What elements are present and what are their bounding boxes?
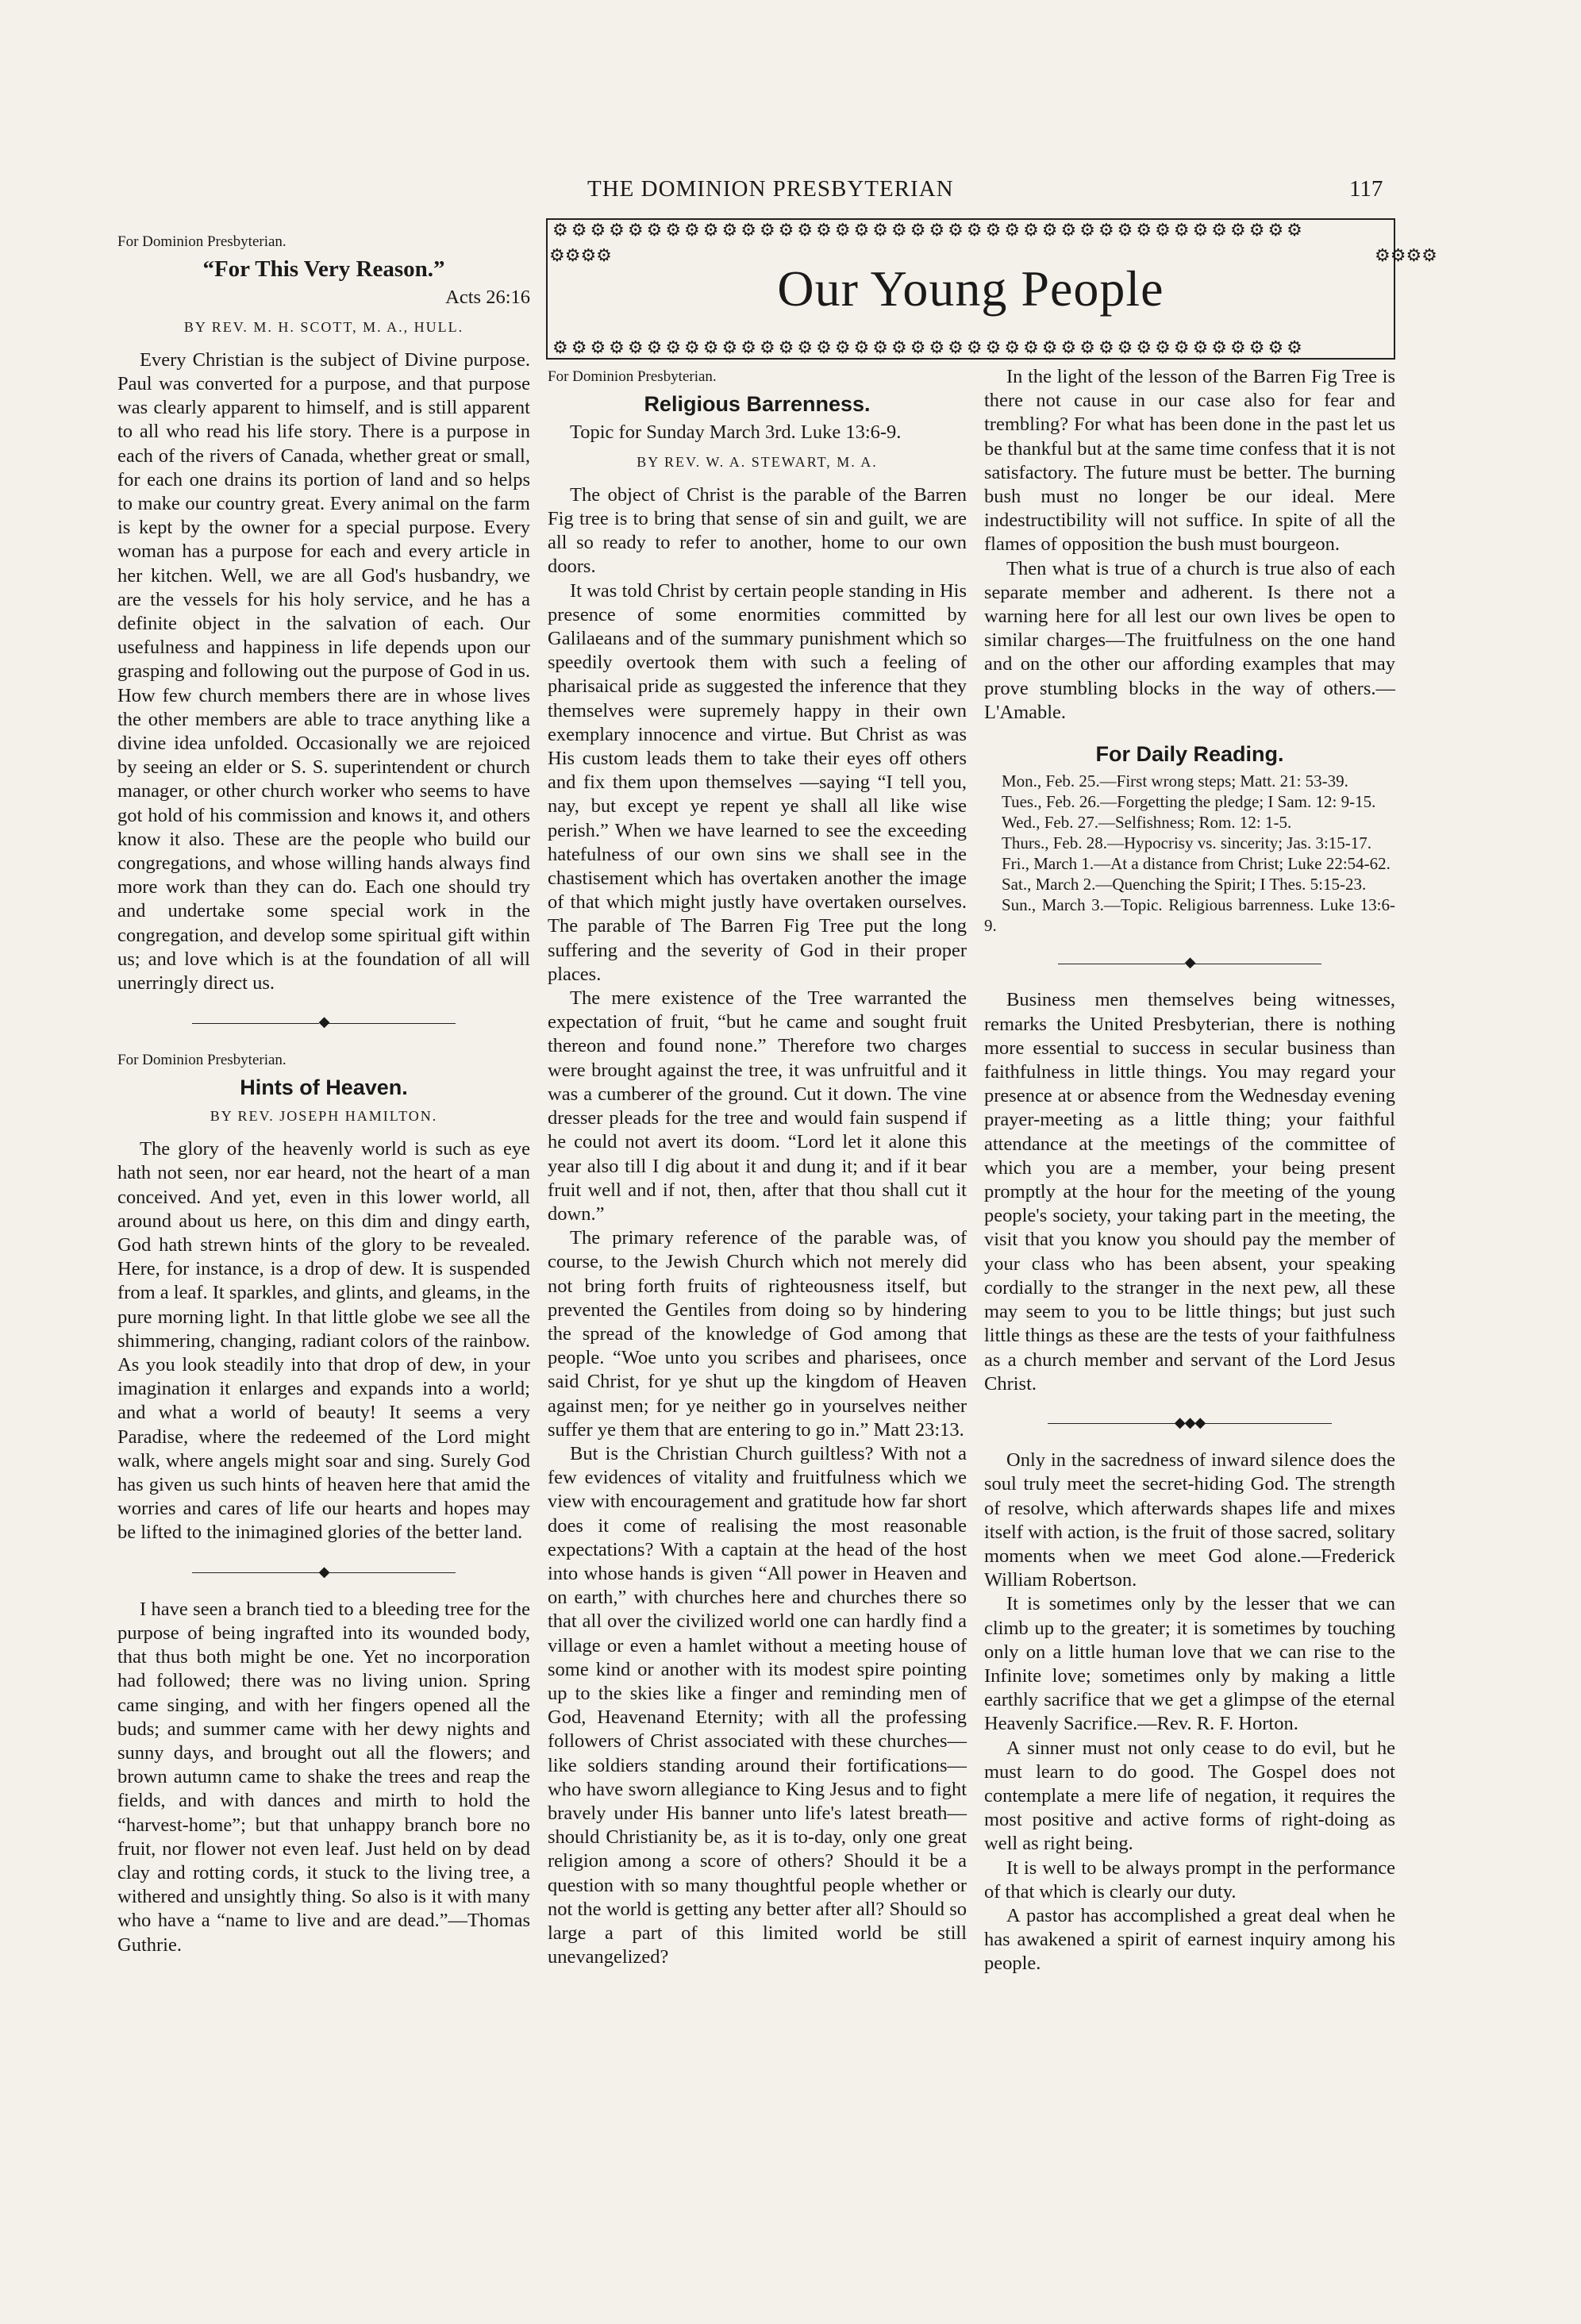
article-byline: BY REV. JOSEPH HAMILTON. [210,1107,438,1124]
section-divider: ◆ [984,950,1395,974]
article-body: Every Christian is the subject of Divine purpose. Paul was converted for a purpose, and that purpose was clearly apparent to himself, and is still apparent to all who read his life story. There is a purpose in each of the rivers of Canada, whether great or small, for each one drains its portion of land and so helps to make our country great. Every animal on the farm is kept by the owner for a special purpose. Every woman has a purpose for each and every article in her kitchen. Well, we are all God's husbandry, we are the vessels for his holy service, and he has a definite object in the salvation of each. Our usefulness and happiness in life depends upon our grasping and following out the purpose of God in us. How few church members there are in whose lives the other members are able to trace anything like a divine idea unfolded. Occasionally we are rejoiced by seeing an elder or S. S. superintendent or church manager, or other church worker who seems to have got hold of his commission and knows it, and others know it also. These are the people who build our congregations, and whose willing hands always find more work than they can do. Each one should try and undertake some special work in the congregation, and develop some spiritual gift within us; and love which is at the foundation of all will unerringly direct us. [117,348,530,995]
article-byline: BY REV. M. H. SCOTT, M. A., HULL. [183,318,464,335]
article-kicker: For Dominion Presbyterian. [117,233,287,250]
ornament-border-bottom: ⚙⚙⚙⚙⚙⚙⚙⚙⚙⚙⚙⚙⚙⚙⚙⚙⚙⚙⚙⚙⚙⚙⚙⚙⚙⚙⚙⚙⚙⚙⚙⚙⚙⚙⚙⚙⚙⚙⚙⚙ [552,337,1306,357]
column-left [117,230,530,1957]
section-divider: ◆ [117,1010,530,1033]
daily-reading-list [984,771,1395,936]
article-title: Religious Barrenness. [644,392,871,417]
daily-reading-title: For Daily Reading. [1095,742,1284,767]
article-kicker: For Dominion Presbyterian. [117,1051,287,1068]
article-paragraph: The primary reference of the parable was, of course, to the Jewish Church which not merely did not bring forth fruits of righteousness itself, but prevented the Gentiles from doing so by hindering the spread of the knowledge of God among that people. “Woe unto you scribes and pharisees, once said Christ, for ye shut up the kingdom of Heaven against men; for ye neither go in yourselves neither suffer ye them that are entering to go in.” Matt 23:13. [548,1227,967,1441]
section-divider: ◆ [117,1560,530,1583]
publication-title: THE DOMINION PRESBYTERIAN [587,176,954,202]
article-kicker: For Dominion Presbyterian. [548,368,717,385]
article-paragraph: It is sometimes only by the lesser that we can climb up to the greater; it is sometimes by touching only on a little human love that we can rise to the Infinite love; sometimes only by making a little earthly sacrifice that we get a glimpse of the eternal Heavenly Sacrifice.—Rev. R. F. Horton. [984,1593,1395,1735]
article-paragraph: It was told Christ by certain people standing in His presence of some enormities committed by Galilaeans and of the summary punishment which so speedily overtook them with such a feeling of pharisaical pride as suggested the inference that they themselves were supremely happy in their own exemplary innocence and virtue. But Christ as was His custom leads them to take their eyes off others and fix them upon themselves —saying “I tell you, nay, but except ye repent ye shall all like wise perish.” When we have learned to see the exceeding hatefulness of our own sins we shall see in the chastisement which has overtaken another the image of that which might justly have overtaken ourselves. The parable of The Barren Fig Tree put the long suffering and the severity of God in their proper places. [548,579,967,985]
article-paragraph: The mere existence of the Tree warranted the expectation of fruit, “but he came and sought fruit thereon and found none.” Therefore two charges were brought against the tree, it was unfruitful and it was a cumberer of the ground. Cut it down. The vine dresser pleads for the tree and would fain suspend if he could not avert its doom. “Lord let it alone this year also till I dig about it and dung it; and if it bear fruit well and if not, then, after that thou shall cut it down.” [548,987,967,1225]
section-divider: ◆◆◆ [984,1410,1395,1434]
article-title: “For This Very Reason.” [202,256,445,283]
article-paragraph: Then what is true of a church is true also of each separate member and adherent. Is there not a warning here for all lest our own lives be open to similar charges—The fruitfulness on the one hand and on the other our affording examples that may prove stumbling blocks in the way of others.—L'Amable. [984,557,1395,723]
reading-item: Sat., March 2.—Quenching the Spirit; I Thes. 5:15-23. [1002,875,1367,895]
running-header [0,176,1581,208]
section-heading: Our Young People [777,260,1164,317]
article-paragraph: Only in the sacredness of inward silence does the soul truly meet the secret-hiding God. The strength of resolve, which afterwards shapes life and mixes itself with action, is the fruit of those sacred, solitary moments when we meet God alone.—Frederick William Robertson. [984,1449,1395,1591]
ornament-border-right: ⚙⚙⚙⚙ [1375,245,1437,265]
column-middle [548,365,967,1969]
article-paragraph: But is the Christian Church guiltless? With not a few evidences of vitality and fruitfulness which we view with encouragement and gratitude how far short does it come of realising the most reasonable expectations? With a captain at the head of the host into whose hands is given “All power in Heaven and on earth,” with churches here and churches there so that all over the civilized world one can hardly find a village or even a hamlet without a meeting house of some kind or another with its modest spire pointing up to the skies like a finger and reminding men of God, Heavenand Eternity; with all the professing followers of Christ associated with these churches—like soldiers standing around their fortifications—who have sworn allegiance to King Jesus and to fight bravely under His banner unto life's latest breath—should Christianity be, as it is to-day, only one great religion among a score of others? Should it be a question with so many thoughtful people whether or not the world is getting any better after all? Should so large a part of this limited world be still unevangelized? [548,1442,967,1968]
article-paragraph: A sinner must not only cease to do evil, but he must learn to do good. The Gospel does not contemplate a mere life of negation, it requires the most positive and active forms of right-doing as well as right being. [984,1737,1395,1855]
reading-item: Sun., March 3.—Topic. Religious barrenness. Luke 13:6-9. [984,895,1395,936]
reading-item: Wed., Feb. 27.—Selfishness; Rom. 12: 1-5. [1002,813,1292,833]
article-byline: BY REV. W. A. STEWART, M. A. [637,453,878,470]
ornament-border-left: ⚙⚙⚙⚙ [549,245,612,265]
section-banner [546,218,1437,360]
reading-item: Tues., Feb. 26.—Forgetting the pledge; I Sam. 12: 9-15. [1002,792,1376,812]
article-paragraph: In the light of the lesson of the Barren Fig Tree is there not cause in our case also for fear and trembling? For what has been done in the past let us be thankful but at the same time confess that it is not satisfactory. The future must be better. The burning bush must no longer be our ideal. Mere indestructibility will not suffice. In spite of all the flames of opposition the bush must bourgeon. [984,366,1395,556]
article-body: I have seen a branch tied to a bleeding tree for the purpose of being ingrafted into its wounded body, that thus both might be one. Yet no incorporation had followed; there was no living union. Spring came singing, and with her fingers opened all the buds; and summer came with her dewy nights and sunny days, and brought out all the flowers; and brown autumn came to shake the trees and reap the fields, and with dances and mirth to hold the “harvest-home”; but that unhappy branch bore no fruit, nor flower not even leaf. Just held on by dead clay and rotting cords, it stuck to the living tree, a withered and unsightly thing. So also is it with many who have a “name to live and are dead.”—Thomas Guthrie. [117,1598,530,1956]
article-paragraph: A pastor has accomplished a great deal when he has awakened a spirit of earnest inquiry among his people. [984,1904,1395,1975]
article-title: Hints of Heaven. [240,1075,408,1099]
page-number: 117 [1349,176,1383,202]
ornament-border-top: ⚙⚙⚙⚙⚙⚙⚙⚙⚙⚙⚙⚙⚙⚙⚙⚙⚙⚙⚙⚙⚙⚙⚙⚙⚙⚙⚙⚙⚙⚙⚙⚙⚙⚙⚙⚙⚙⚙⚙⚙ [552,220,1306,240]
article-paragraph: It is well to be always prompt in the performance of that which is clearly our duty. [984,1857,1395,1903]
article-paragraph: The object of Christ is the parable of the Barren Fig tree is to bring that sense of sin and guilt, we are all so ready to refer to another, home to our own doors. [548,483,967,578]
reading-item: Thurs., Feb. 28.—Hypocrisy vs. sincerity; Jas. 3:15-17. [1002,833,1372,853]
scripture-reference: Acts 26:16 [445,287,530,309]
column-right [984,365,1395,1976]
article-body: The glory of the heavenly world is such as eye hath not seen, nor ear heard, not the heart of a man conceived. And yet, even in this lower world, all around about us here, on this dim and dingy earth, God hath strewn hints of the glory to be revealed. Here, for instance, is a drop of dew. It is suspended from a leaf. It sparkles, and glints, and gleams, in the pure morning light. In that little globe we see all the shimmering, changing, radiant colors of the rainbow. As you look steadily into that drop of dew, in your imagination it enlarges and expands into a world; and what a world of beauty! It seems a very Paradise, where the redeemed of the Lord might walk, where angels might soar and sing. Surely God has given us such hints of heaven here that amid the worries and cares of life our hearts and hopes may be lifted to the inimagined glories of the better land. [117,1138,530,1544]
reading-item: Mon., Feb. 25.—First wrong steps; Matt. 21: 53-39. [1002,771,1348,791]
article-paragraph: Business men themselves being witnesses, remarks the United Presbyterian, there is nothing more essential to success in secular business than faithfulness in little things. You may regard your presence at or absence from the Wednesday evening prayer-meeting as a little thing; your faithful attendance at the meetings of the committee of which you are a member, your being present promptly at the hour for the meeting of the young people's society, your taking part in the meeting, the visit that you know you should pay the member of your class who has been absent, your speaking cordially to the stranger in the next pew, all these may seem to you to be little things; but just such little things as these are the tests of your faithfulness as a church member and servant of the Lord Jesus Christ. [984,989,1395,1395]
article-topic: Topic for Sunday March 3rd. Luke 13:6-9. [570,421,902,444]
reading-item: Fri., March 1.—At a distance from Christ; Luke 22:54-62. [1002,854,1391,874]
